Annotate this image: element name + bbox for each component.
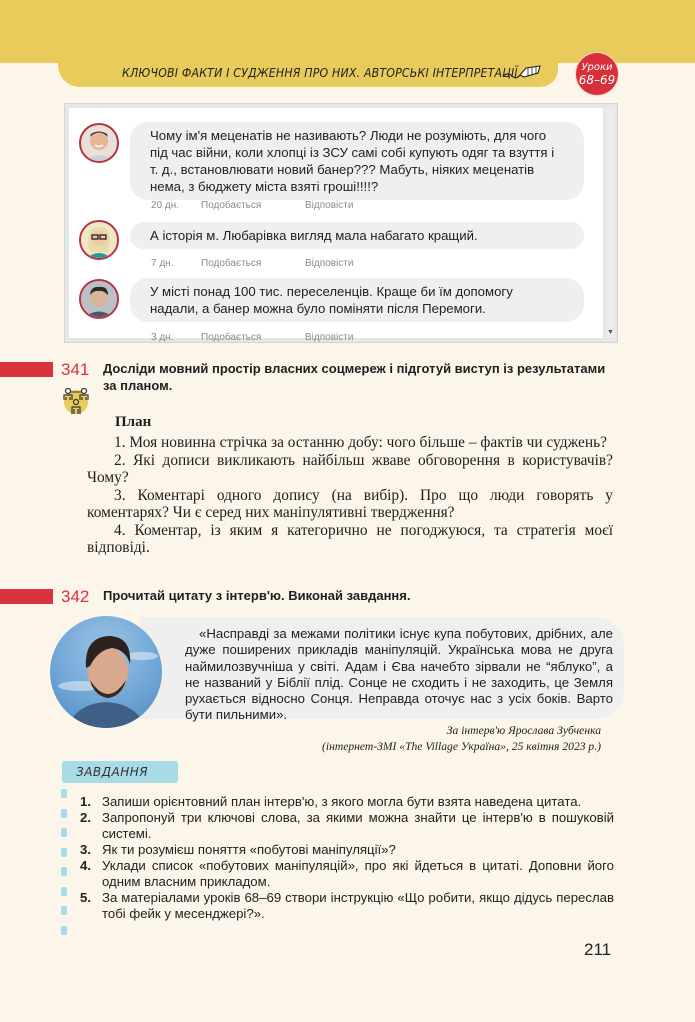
interviewee-photo	[50, 616, 162, 728]
task-text: Запиши орієнтовний план інтерв'ю, з якого могла бути взята наведена цитата.	[102, 794, 582, 809]
plan-list	[87, 434, 613, 557]
social-comments-panel	[64, 103, 618, 343]
exercise-instruction: Досліди мовний простір власних соцмереж і підготуй виступ із результатами за планом.	[103, 361, 606, 393]
pencil-icon	[502, 64, 542, 80]
lesson-badge	[576, 53, 618, 95]
exercise-instruction: Прочитай цитату з інтерв'ю. Виконай завдання.	[103, 588, 411, 603]
quote-source-publication: (інтернет-ЗМІ «The Village Україна», 25 квітня 2023 р.)	[321, 740, 601, 753]
task-item	[80, 858, 614, 890]
task-number: 2.	[80, 810, 91, 825]
exercise-marker-bar	[0, 589, 53, 604]
plan-title: План	[115, 414, 152, 430]
reply-link[interactable]: Відповісти	[305, 332, 354, 343]
reply-link[interactable]: Відповісти	[305, 258, 354, 269]
task-item	[80, 842, 614, 858]
comment-bubble	[130, 278, 584, 322]
comments-scrollbar[interactable]	[606, 108, 615, 338]
like-link[interactable]: Подобається	[201, 258, 262, 269]
exercise-marker-bar	[0, 362, 53, 377]
tasks-label	[62, 761, 178, 783]
quote-source-author: За інтерв'ю Ярослава Зубченка	[446, 724, 601, 737]
plan-item: 2. Які дописи викликають найбільш жваве обговорення в користувачів? Чому?	[87, 451, 613, 486]
task-list	[80, 794, 614, 922]
task-text: За матеріалами уроків 68–69 створи інструкцію «Що робити, якщо дідусь переслав тобі фейк у месенджері?».	[102, 890, 614, 921]
comment-text: У місті понад 100 тис. переселенців. Краще би їм допомогу надали, а банер можна було поміняти після Перемоги.	[150, 284, 513, 316]
avatar	[79, 123, 119, 163]
plan-item: 1. Моя новинна стрічка за останню добу: чого більше – фактів чи суджень?	[114, 434, 607, 451]
task-number: 4.	[80, 858, 91, 873]
plan-item: 3. Коментарі одного допису (на вибір). Про що люди говорять у коментарях? Чи є серед них маніпулятивні твердження?	[87, 486, 613, 521]
task-item	[80, 794, 614, 810]
comment-bubble	[130, 122, 584, 200]
task-number: 3.	[80, 842, 91, 857]
page-number: 211	[584, 940, 612, 959]
quote-body: «Насправді за межами політики існує купа побутових, дрібних, але дуже поширених прикладів маніпуляцій. Українська мова не друга наймилозвучніша у світі. Адам і Єва начебто зірвали не “яблуко”, а не названий у Біблії плід. Сонце не сходить і не заходить, це Земля рухається відносно Сонця. Неправда оточує нас з усіх боків. Варто бути пильними».	[185, 626, 613, 723]
comment-age: 3 дн.	[151, 332, 174, 343]
lesson-badge-label: Уроки	[581, 62, 613, 73]
comment-age: 7 дн.	[151, 258, 174, 269]
comment-age: 20 дн.	[151, 200, 180, 211]
avatar	[79, 220, 119, 260]
like-link[interactable]: Подобається	[201, 332, 262, 343]
task-text: Запропонуй три ключові слова, за якими можна знайти це інтерв'ю в пошуковій системі.	[102, 810, 614, 841]
exercise-number: 341	[61, 360, 90, 379]
lesson-badge-numbers: 68–69	[578, 73, 616, 87]
task-text: Як ти розумієш поняття «побутові маніпуляції»?	[102, 842, 396, 857]
scroll-down-arrow-icon[interactable]: ▼	[607, 329, 614, 336]
task-number: 1.	[80, 794, 91, 809]
task-item	[80, 810, 614, 842]
quote-text	[185, 626, 613, 724]
like-link[interactable]: Подобається	[201, 200, 262, 211]
task-item	[80, 890, 614, 922]
comment-text: Чому ім'я меценатів не називають? Люди не розуміють, для чого під час війни, коли хлопці із ЗСУ самі собі купують одяг та взуття і т. д., встановлювати новий банер??? Мабуть, ніяких меценатів нема, з бюджету міста взяті гроші!!!!?	[150, 128, 555, 194]
comments-list	[69, 108, 603, 343]
comment-bubble	[130, 222, 584, 249]
plan-item: 4. Коментар, із яким я категорично не погоджуюся, та стратегія моєї відповіді.	[87, 521, 613, 556]
reply-link[interactable]: Відповісти	[305, 200, 354, 211]
quote-source	[322, 723, 601, 755]
decorative-dots	[61, 789, 67, 945]
task-number: 5.	[80, 890, 91, 905]
task-text: Уклади список «побутових маніпуляцій», про які йдеться в цитаті. Доповни його одним власним прикладом.	[102, 858, 614, 889]
exercise-number: 342	[61, 587, 90, 606]
avatar	[79, 279, 119, 319]
page-header-title: КЛЮЧОВІ ФАКТИ І СУДЖЕННЯ ПРО НИХ. АВТОРСЬКІ ІНТЕРПРЕТАЦІЇ	[122, 65, 518, 80]
group-work-icon	[61, 386, 91, 416]
comment-text: А історія м. Любарівка вигляд мала набагато кращий.	[150, 228, 478, 243]
tasks-label-text: ЗАВДАННЯ	[76, 765, 149, 779]
